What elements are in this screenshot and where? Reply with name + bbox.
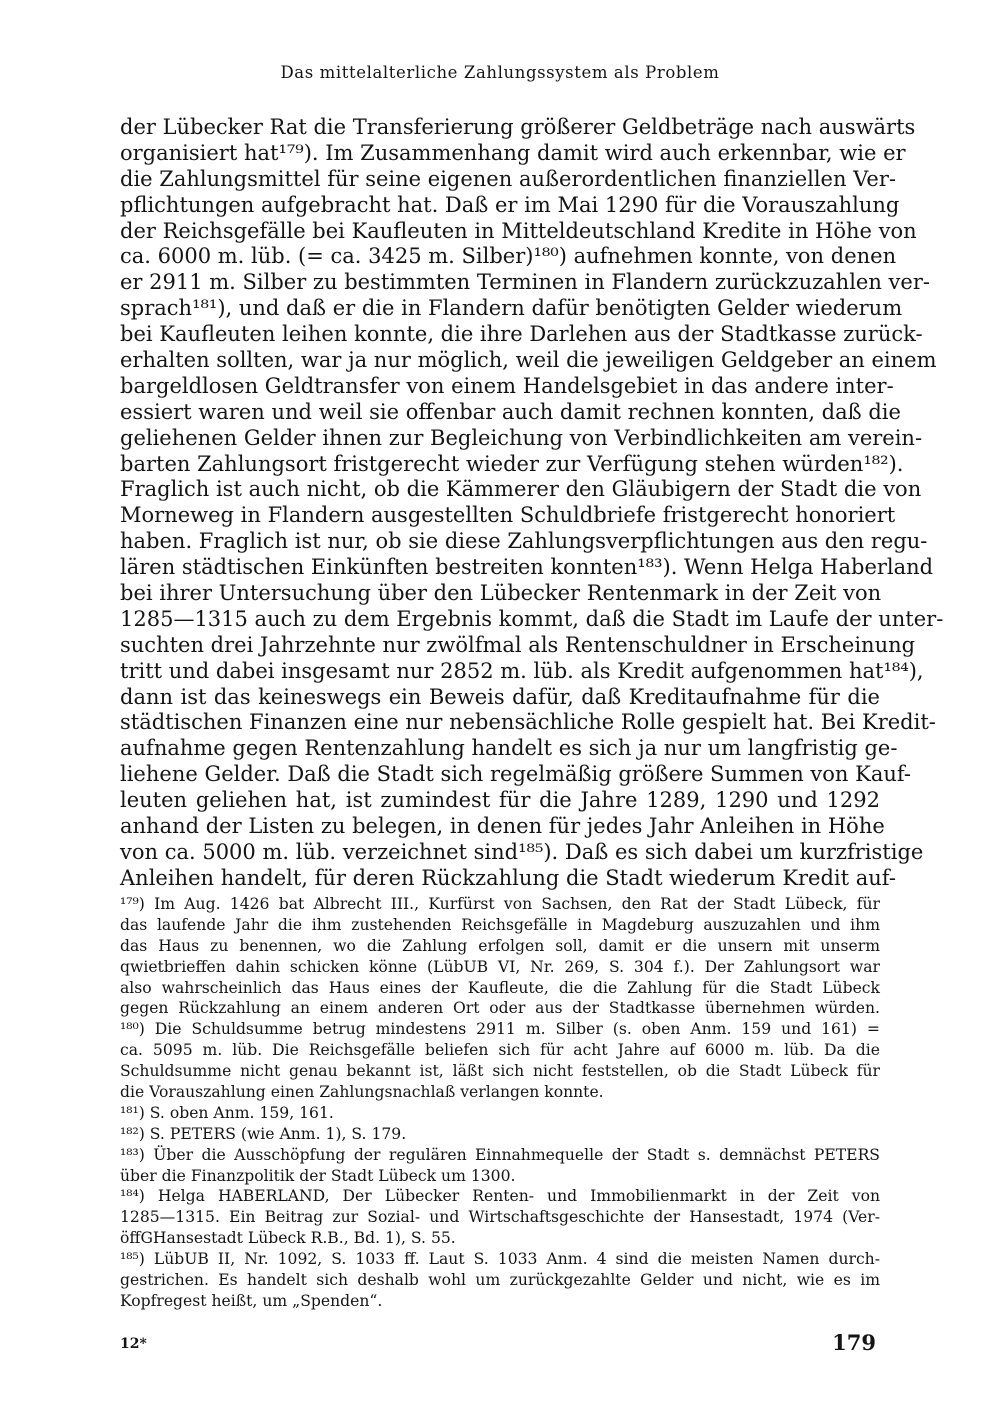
footnote-line: also wahrscheinlich das Haus eines der Kaufleute, die die Zahlung für die Stadt Lübeck	[120, 978, 880, 997]
footnote-line: die Vorauszahlung einen Zahlungsnachlaß verlangen konnte.	[120, 1083, 604, 1102]
footnote-line: 1285—1315. Ein Beitrag zur Sozial- und Wirtschaftsgeschichte der Hansestadt, 1974 (Ver-	[120, 1208, 880, 1227]
body-line: von ca. 5000 m. lüb. verzeichnet sind¹⁸⁵). Daß es sich dabei um kurzfristige	[120, 839, 924, 864]
body-line: städtischen Finanzen eine nur nebensächliche Rolle gespielt hat. Bei Kredit-	[120, 710, 936, 735]
body-line: ca. 6000 m. lüb. (= ca. 3425 m. Silber)¹⁸⁰) aufnehmen konnte, von denen	[120, 244, 897, 269]
body-line: essiert waren und weil sie offenbar auch damit rechnen konnten, daß die	[120, 399, 901, 424]
footnote-line: qwietbrieffen dahin schicken könne (LübUB VI, Nr. 269, S. 304 f.). Der Zahlungsort war	[120, 957, 880, 976]
page-number: 179	[832, 1330, 876, 1355]
body-line: pflichtungen aufgebracht hat. Daß er im Mai 1290 für die Vorauszahlung	[120, 192, 900, 217]
footnote-line: gestrichen. Es handelt sich deshalb wohl um zurückgezahlte Gelder und nicht, wie es im	[120, 1271, 880, 1290]
body-line: barten Zahlungsort fristgerecht wieder zur Verfügung stehen würden¹⁸²).	[120, 451, 904, 476]
footnote-line: ¹⁸⁴) Helga HABERLAND, Der Lübecker Renten- und Immobilienmarkt in der Zeit von	[120, 1187, 880, 1206]
body-line: aufnahme gegen Rentenzahlung handelt es sich ja nur um langfristig ge-	[120, 736, 898, 761]
running-head: Das mittelalterliche Zahlungssystem als Problem	[280, 63, 720, 82]
footnote-line: ¹⁸¹) S. oben Anm. 159, 161.	[120, 1103, 334, 1122]
body-line: 1285—1315 auch zu dem Ergebnis kommt, daß die Stadt im Laufe der unter-	[120, 606, 944, 631]
body-line: dann ist das keineswegs ein Beweis dafür, daß Kreditaufnahme für die	[120, 684, 880, 709]
body-line: haben. Fraglich ist nur, ob sie diese Zahlungsverpflichtungen aus den regu-	[120, 529, 928, 554]
footnote-line: das laufende Jahr die ihm zustehenden Reichsgefälle in Magdeburg auszuzahlen und ihm	[120, 915, 880, 934]
body-line: bargeldlosen Geldtransfer von einem Handelsgebiet in das andere inter-	[120, 373, 894, 398]
body-line: bei ihrer Untersuchung über den Lübecker Rentenmark in der Zeit von	[120, 581, 882, 606]
body-line: Fraglich ist auch nicht, ob die Kämmerer den Gläubigern der Stadt die von	[120, 477, 922, 502]
body-line: organisiert hat¹⁷⁹). Im Zusammenhang damit wird auch erkennbar, wie er	[120, 140, 906, 165]
body-line: leuten geliehen hat, ist zumindest für die Jahre 1289, 1290 und 1292	[120, 788, 880, 813]
body-line: suchten drei Jahrzehnte nur zwölfmal als Rentenschuldner in Erscheinung	[120, 632, 916, 657]
body-text	[120, 115, 944, 892]
footnote-line: ¹⁸⁰) Die Schuldsumme betrug mindestens 2911 m. Silber (s. oben Anm. 159 und 161) =	[120, 1020, 880, 1039]
body-line: anhand der Listen zu belegen, in denen für jedes Jahr Anleihen in Höhe	[120, 814, 885, 839]
body-line: liehene Gelder. Daß die Stadt sich regelmäßig größere Summen von Kauf-	[120, 762, 911, 787]
body-line: Morneweg in Flandern ausgestellten Schuldbriefe fristgerecht honoriert	[120, 503, 896, 528]
footnote-line: Kopfregest heißt, um „Spenden“.	[120, 1291, 383, 1310]
body-line: Anleihen handelt, für deren Rückzahlung die Stadt wiederum Kredit auf-	[120, 865, 896, 890]
body-line: bei Kaufleuten leihen konnte, die ihre Darlehen aus der Stadtkasse zurück-	[120, 322, 923, 347]
body-line: geliehenen Gelder ihnen zur Begleichung von Verbindlichkeiten am verein-	[120, 425, 923, 450]
footnote-line: öffGHansestadt Lübeck R.B., Bd. 1), S. 55.	[120, 1229, 456, 1248]
footnote-line: ¹⁸³) Über die Ausschöpfung der regulären Einnahmequelle der Stadt s. demnächst PETERS	[120, 1145, 880, 1164]
body-line: die Zahlungsmittel für seine eigenen außerordentlichen finanziellen Ver-	[120, 166, 896, 191]
footnote-line: ¹⁷⁹) Im Aug. 1426 bat Albrecht III., Kurfürst von Sachsen, den Rat der Stadt Lübeck, für	[120, 895, 880, 913]
footnotes	[120, 894, 880, 1312]
body-line: der Reichsgefälle bei Kaufleuten in Mitteldeutschland Kredite in Höhe von	[120, 218, 917, 243]
footnote-line: das Haus zu benennen, wo die Zahlung erfolgen soll, damit er die unsern mit unserm	[120, 936, 880, 955]
body-line: sprach¹⁸¹), und daß er die in Flandern dafür benötigten Gelder wiederum	[120, 296, 903, 321]
footnote-line: gegen Rückzahlung an einem anderen Ort oder aus der Stadtkasse übernehmen würden.	[120, 999, 880, 1018]
footnote-line: ca. 5095 m. lüb. Die Reichsgefälle beliefen sich für acht Jahre auf 6000 m. lüb. Da die	[120, 1041, 880, 1060]
footnote-line: ¹⁸²) S. PETERS (wie Anm. 1), S. 179.	[120, 1124, 407, 1143]
body-line: lären städtischen Einkünften bestreiten konnten¹⁸³). Wenn Helga Haberland	[120, 555, 934, 580]
footnote-line: Schuldsumme nicht genau bekannt ist, läßt sich nicht feststellen, ob die Stadt Lübeck für	[120, 1062, 880, 1081]
footnote-line: ¹⁸⁵) LübUB II, Nr. 1092, S. 1033 ff. Laut S. 1033 Anm. 4 sind die meisten Namen durch-	[120, 1250, 880, 1269]
body-line: tritt und dabei insgesamt nur 2852 m. lüb. als Kredit aufgenommen hat¹⁸⁴),	[120, 658, 924, 683]
body-line: erhalten sollten, war ja nur möglich, weil die jeweiligen Geldgeber an einem	[120, 348, 937, 373]
footnote-line: über die Finanzpolitik der Stadt Lübeck um 1300.	[120, 1166, 516, 1185]
body-line: der Lübecker Rat die Transferierung größerer Geldbeträge nach auswärts	[120, 115, 916, 139]
printer-signature: 12*	[120, 1336, 147, 1352]
body-line: er 2911 m. Silber zu bestimmten Terminen in Flandern zurückzuzahlen ver-	[120, 270, 930, 295]
